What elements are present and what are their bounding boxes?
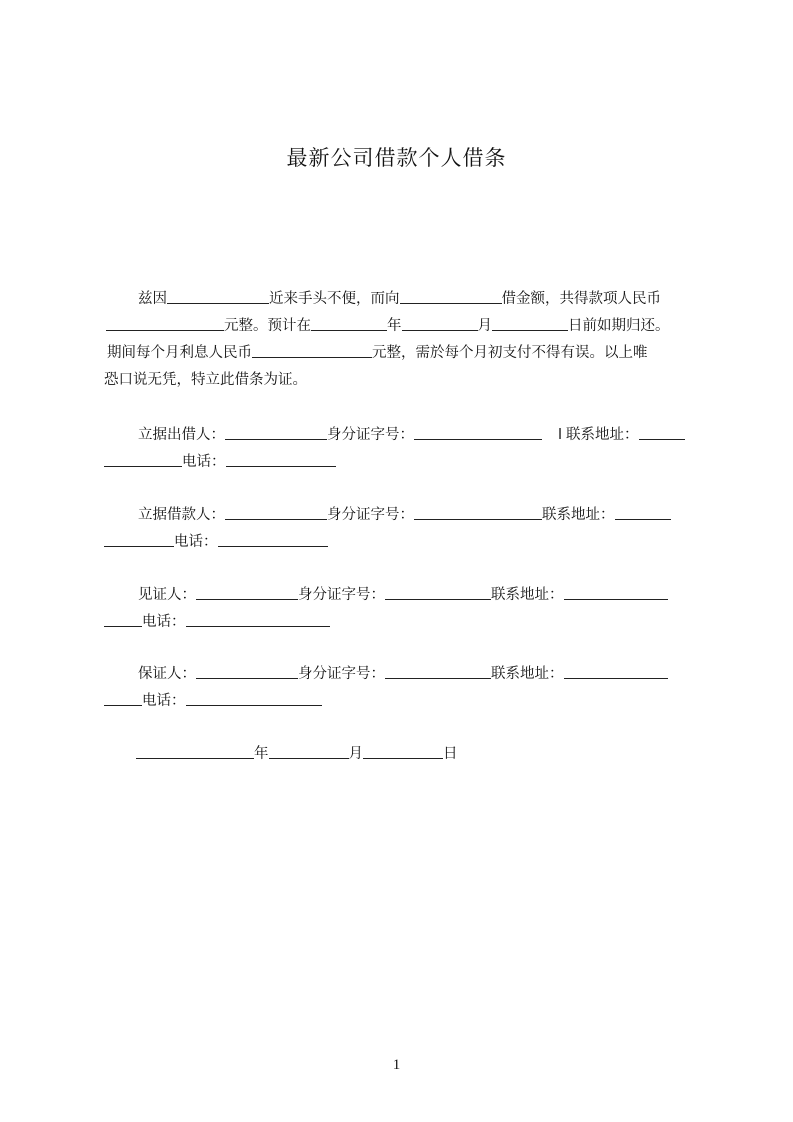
blank-witness-id[interactable] [385,584,491,600]
blank-lender-address-a[interactable] [639,424,685,440]
witness-line-2 [104,609,704,636]
paragraph-line-4 [104,367,704,394]
blank-borrower-id[interactable] [414,504,542,520]
lender-section [104,422,704,476]
blank-lender-name[interactable] [400,288,502,304]
lender-address-label: 联系地址： [566,427,639,443]
text-reason: 兹因 [138,291,167,307]
blank-borrower-address-b[interactable] [104,531,174,547]
witness-phone-label: 电话： [142,614,186,630]
text-interest: 期间每个月利息人民币 [107,345,252,361]
blank-return-month[interactable] [402,315,478,331]
date-section [104,741,704,768]
lender-label: 立据出借人： [138,427,225,443]
blank-witness-address-a[interactable] [564,584,668,600]
text-closing: 恐口说无凭，特立此借条为证。 [104,372,307,388]
borrower-line-2 [104,529,704,556]
witness-label: 见证人： [138,587,196,603]
borrower-address-label: 联系地址： [542,507,615,523]
guarantor-label: 保证人： [138,666,196,682]
text-expected: 元整。预计在 [224,318,311,334]
borrower-section [104,502,704,556]
date-year-label: 年 [254,746,269,762]
blank-borrower-name[interactable] [167,288,269,304]
blank-borrower-phone[interactable] [218,531,328,547]
blank-witness-phone[interactable] [186,611,330,627]
text-return-by: 日前如期归还。 [568,318,670,334]
paragraph-line-2 [104,313,704,340]
borrower-phone-label: 电话： [174,534,218,550]
borrower-line-1 [104,502,704,529]
blank-interest-amount[interactable] [252,342,372,358]
blank-witness-sign[interactable] [196,584,298,600]
guarantor-section [104,661,704,715]
text-inconvenience: 近来手头不便，而向 [269,291,400,307]
date-day-label: 日 [443,746,458,762]
lender-phone-label: 电话： [182,454,226,470]
blank-borrower-address-a[interactable] [615,504,671,520]
date-month-label: 月 [348,746,363,762]
blank-date-day[interactable] [363,743,443,759]
text-amount-intro: 借金额，共得款项人民币 [501,291,661,307]
witness-section [104,582,704,636]
guarantor-id-label: 身分证字号： [298,666,385,682]
page-number: 1 [392,1057,401,1073]
lender-line-2 [104,449,704,476]
blank-guarantor-sign[interactable] [196,663,298,679]
witness-id-label: 身分证字号： [298,587,385,603]
guarantor-line-2 [104,688,704,715]
blank-lender-address-b[interactable] [104,451,182,467]
blank-guarantor-address-b[interactable] [104,690,142,706]
witness-address-label: 联系地址： [491,587,564,603]
guarantor-line-1 [104,661,704,688]
blank-borrower-sign[interactable] [225,504,327,520]
loan-paragraph [104,286,704,394]
blank-return-day[interactable] [492,315,568,331]
blank-witness-address-b[interactable] [104,611,142,627]
blank-return-year[interactable] [311,315,387,331]
guarantor-address-label: 联系地址： [491,666,564,682]
witness-line-1 [104,582,704,609]
lender-pipe-mark: l [558,427,563,443]
guarantor-phone-label: 电话： [142,693,186,709]
borrower-id-label: 身分证字号： [327,507,414,523]
blank-date-month[interactable] [269,743,349,759]
paragraph-line-1 [104,286,704,313]
date-line [104,741,704,768]
document-title: 最新公司借款个人借条 [286,146,507,170]
text-year: 年 [387,318,402,334]
borrower-label: 立据借款人： [138,507,225,523]
blank-amount[interactable] [106,315,224,331]
blank-lender-phone[interactable] [226,451,336,467]
blank-lender-sign[interactable] [225,424,327,440]
lender-line-1 [104,422,704,449]
blank-guarantor-phone[interactable] [186,690,322,706]
blank-guarantor-address-a[interactable] [564,663,668,679]
blank-lender-id[interactable] [414,424,542,440]
paragraph-line-3 [104,340,704,367]
text-interest-terms: 元整，需於每个月初支付不得有误。以上唯 [372,345,648,361]
lender-id-label: 身分证字号： [327,427,414,443]
blank-guarantor-id[interactable] [385,663,491,679]
blank-date-year[interactable] [136,743,254,759]
text-month: 月 [477,318,492,334]
